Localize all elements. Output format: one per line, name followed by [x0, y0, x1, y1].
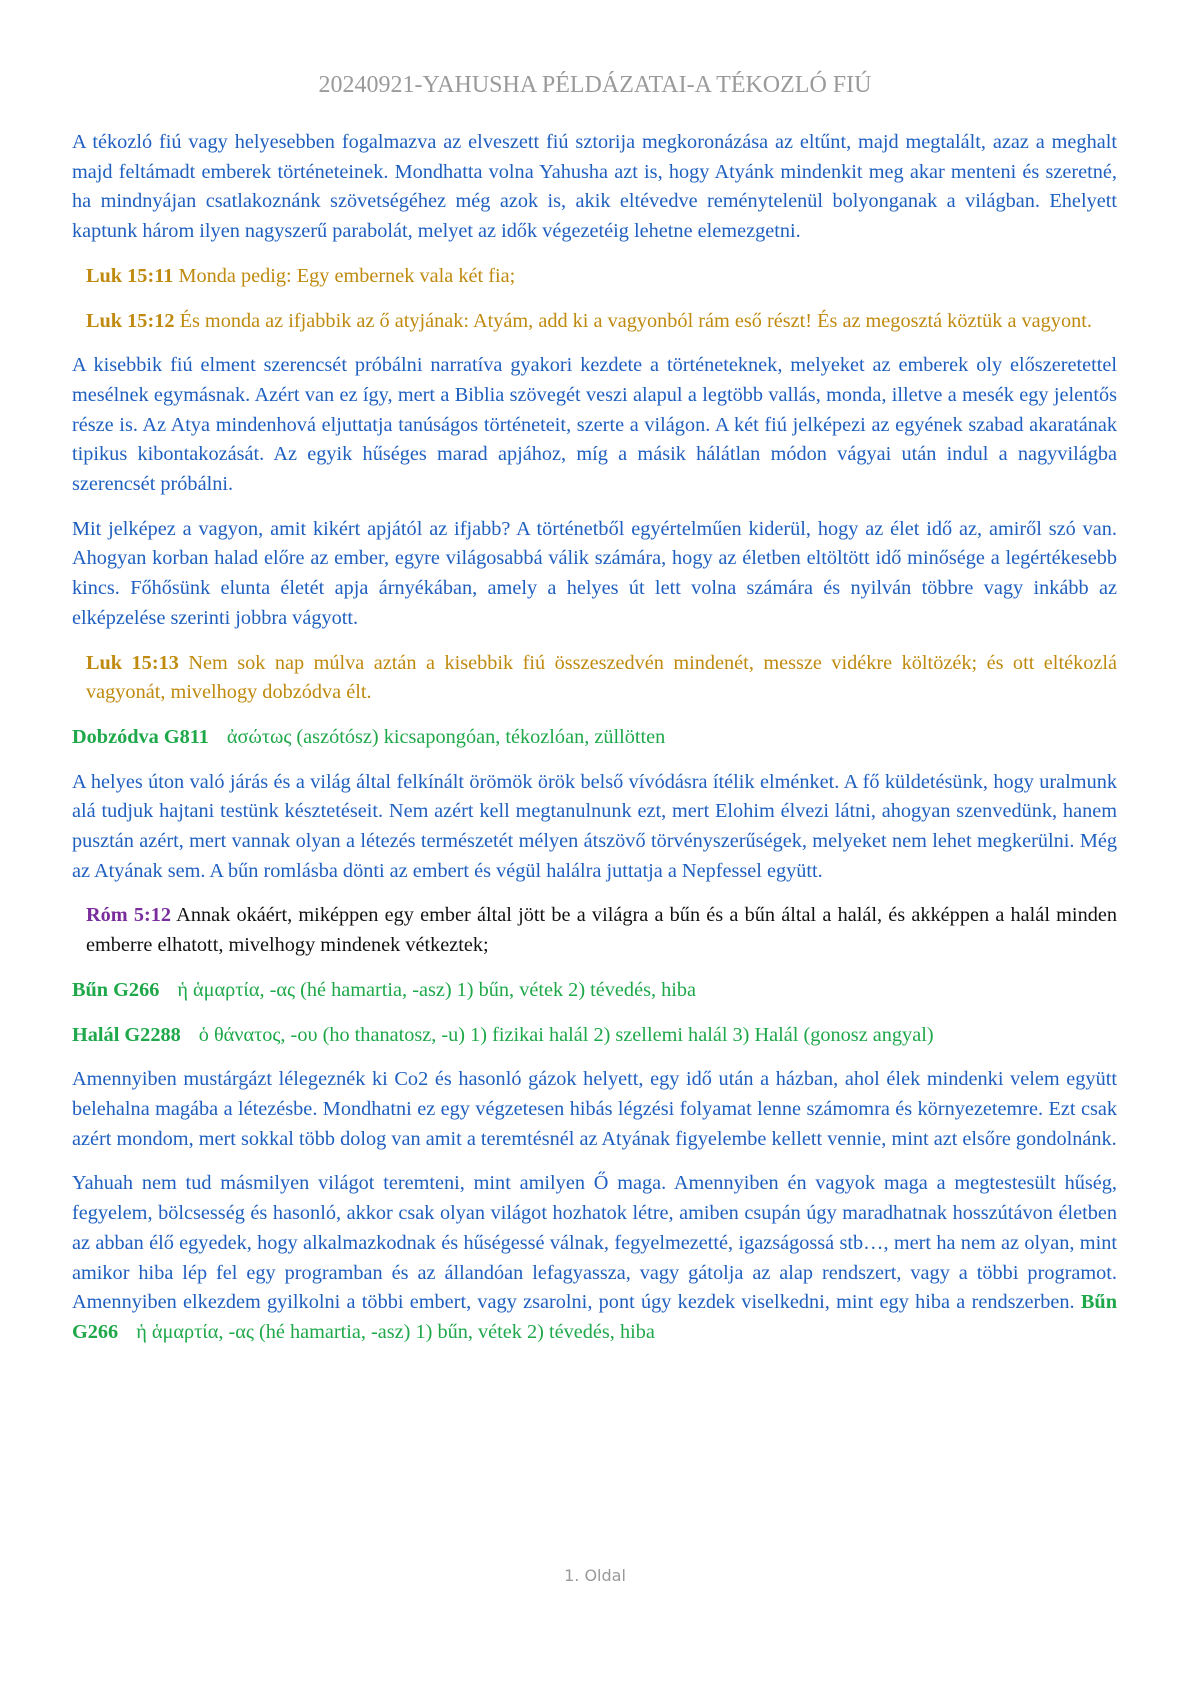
commentary-paragraph: Amennyiben mustárgázt lélegeznék ki Co2 és hasonló gázok helyett, egy idő után a házban, ahol élek mindenki velem együtt belehalna magába a létezésbe. Mondhatni ez egy végzetesen hibás légzési folyamat lenne számomra és környezetemre. Ezt csak azért mondom, mert sokkal több dolog van amit a teremtésnél az Atyának figyelembe kellett vennie, mint azt elsőre gondolnánk.	[72, 1068, 1117, 1150]
word-study-definition: ἡ ἁμαρτία, -ας (hé hamartia, -asz) 1) bűn, vétek 2) tévedés, hiba	[177, 978, 697, 1001]
document-body	[72, 128, 1117, 1363]
verse-luk-15-12	[72, 307, 1117, 337]
verse-reference: Róm 5:12	[86, 904, 172, 927]
verse-rom-5-12	[72, 901, 1117, 960]
verse-text: Nem sok nap múlva aztán a kisebbik fiú összeszedvén mindenét, messze vidékre költözék; és ott eltékozlá vagyonát, mivelhogy dobzódva élt.	[86, 651, 1117, 704]
word-study-dobzodva	[72, 723, 1117, 753]
word-study-halal	[72, 1021, 1117, 1051]
commentary-text: Yahuah nem tud másmilyen világot teremteni, mint amilyen Ő maga. Amennyiben én vagyok maga a megtestesült hűség, fegyelem, bölcsesség és hasonló, akkor csak olyan világot hozhatok létre, amiben csupán úgy maradhatnak hosszútávon életben az abban élő egyedek, hogy alkalmazkodnak és hűségessé válnak, fegyelmezetté, igazságossá stb…, mert ha nem az olyan, mint amikor hiba lép fel egy programban és az állandóan lefagyassza, vagy gátolja az alap rendszert, vagy a többi programot. Amennyiben elkezdem gyilkolni a többi embert, vagy zsarolni, pont úgy kezdek viselkedni, mint egy hiba a rendszerben.	[72, 1172, 1117, 1314]
verse-text: Annak okáért, miképpen egy ember által jött be a világra a bűn és a bűn által a halál, és akképpen a halál minden emberre elhatott, mivelhogy mindenek vétkeztek;	[86, 904, 1117, 957]
verse-luk-15-11	[72, 262, 1117, 292]
document-title: 20240921-YAHUSHA PÉLDÁZATAI-A TÉKOZLÓ FIÚ	[318, 72, 872, 98]
word-study-term: Bűn G266	[72, 1291, 1117, 1343]
commentary-paragraph: A kisebbik fiú elment szerencsét próbálni narratíva gyakori kezdete a történeteknek, melyeket az emberek oly előszeretettel mesélnek egymásnak. Azért van ez így, mert a Biblia szövegét veszi alapul a legtöbb vallás, monda, illetve a mesék egy jelentős része is. Az Atya mindenhová eljuttatja tanúságos történeteit, szerte a világon. A két fiú jelképezi az egyének szabad akaratának tipikus kibontakozását. Az egyik hűséges marad apjához, míg a másik hálátlan módon vágyai után indul a nagyvilágba szerencsét próbálni.	[72, 354, 1117, 496]
commentary-paragraph: A tékozló fiú vagy helyesebben fogalmazva az elveszett fiú sztorija megkoronázása az eltűnt, majd megtalált, azaz a meghalt majd feltámadt emberek történeteinek. Mondhatta volna Yahusha azt is, hogy Atyánk mindenkit meg akar menteni és szeretné, ha mindnyájan csatlakoznánk szövetségéhez még azok is, akik eltévedve reménytelenül bolyonganak a világban. Ehelyett kaptunk három ilyen nagyszerű parabolát, melyet az idők végezetéig lehetne elemezgetni.	[72, 131, 1117, 243]
word-study-term: Halál G2288	[72, 1023, 181, 1046]
verse-text: És monda az ifjabbik az ő atyjának: Atyám, add ki a vagyonból rám eső részt! És az megosztá köztük a vagyont.	[179, 309, 1092, 332]
commentary-paragraph-final	[72, 1169, 1117, 1347]
page-number: 1. Oldal	[564, 1566, 626, 1585]
word-study-bun	[72, 976, 1117, 1006]
verse-reference: Luk 15:11	[86, 264, 174, 287]
word-study-definition: ἡ ἁμαρτία, -ας (hé hamartia, -asz) 1) bűn, vétek 2) tévedés, hiba	[136, 1320, 655, 1343]
commentary-paragraph: A helyes úton való járás és a világ által felkínált örömök örök belső vívódásra ítélik elménket. A fő küldetésünk, hogy uralmunk alá tudjuk hajtani testünk késztetéseit. Nem azért kell megtanulnunk ezt, mert Elohim élvezi látni, ahogyan szenvedünk, hanem pusztán azért, mert vannak olyan a létezés természetét mélyen átszövő törvényszerűségek, melyeket nem lehet megkerülni. Még az Atyának sem. A bűn romlásba dönti az embert és végül halálra juttatja a Nepfessel együtt.	[72, 770, 1117, 882]
verse-reference: Luk 15:13	[86, 651, 179, 674]
word-study-definition: ὁ θάνατος, -ου (ho thanatosz, -u) 1) fizikai halál 2) szellemi halál 3) Halál (gonosz angyal)	[198, 1023, 934, 1046]
verse-text: Monda pedig: Egy embernek vala két fia;	[178, 264, 516, 287]
word-study-term: Dobzódva G811	[72, 725, 209, 748]
commentary-paragraph: Mit jelképez a vagyon, amit kikért apjától az ifjabb? A történetből egyértelműen kiderül, hogy az élet idő az, amiről szó van. Ahogyan korban halad előre az ember, egyre világosabbá válik számára, hogy az életben eltöltött idő minősége a legértékesebb kincs. Főhősünk elunta életét apja árnyékában, amely a helyes út lett volna számára és nyilván többre vagy inkább az elképzelése szerinti jobbra vágyott.	[72, 517, 1117, 629]
verse-luk-15-13	[72, 649, 1117, 708]
word-study-term: Bűn G266	[72, 978, 160, 1001]
verse-reference: Luk 15:12	[86, 309, 175, 332]
word-study-definition: ἀσώτως (aszótósz) kicsapongóan, tékozlóan, züllötten	[226, 725, 666, 748]
